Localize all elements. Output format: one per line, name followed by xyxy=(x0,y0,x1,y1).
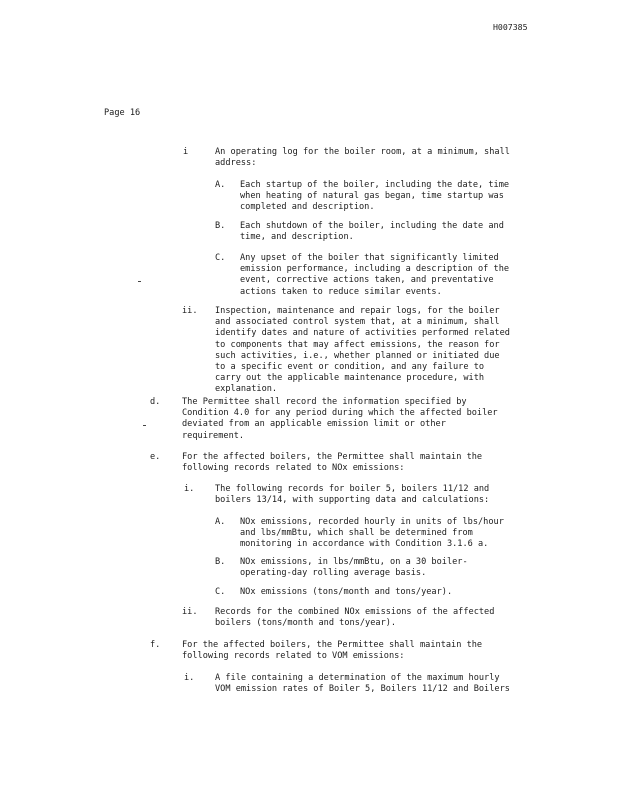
text-line: explanation. xyxy=(215,384,278,395)
item-text xyxy=(240,587,452,598)
text-line: and associated control system that, at a minimum, shall xyxy=(215,317,500,328)
text-line: deviated from an applicable emission limit or other xyxy=(182,419,446,430)
text-line: boilers (tons/month and tons/year). xyxy=(215,618,397,629)
text-line: monitoring in accordance with Condition 3.1.6 a. xyxy=(240,539,489,550)
text-line: following records related to NOx emissions: xyxy=(182,463,405,474)
item-text xyxy=(182,640,482,662)
item-label: f. xyxy=(150,640,161,650)
item-label: e. xyxy=(150,452,161,462)
text-line: Each startup of the boiler, including the date, time xyxy=(240,180,510,190)
text-line: Condition 4.0 for any period during which the affected boiler xyxy=(182,408,498,419)
item-text xyxy=(240,517,504,551)
text-line: NOx emissions (tons/month and tons/year). xyxy=(240,587,453,597)
text-line: time, and description. xyxy=(240,232,354,243)
text-line: identify dates and nature of activities performed related xyxy=(215,328,510,339)
item-label: i. xyxy=(184,484,195,494)
text-line: emission performance, including a description of the xyxy=(240,264,510,275)
text-line: and lbs/mmBtu, which shall be determined from xyxy=(240,528,473,539)
item-text xyxy=(182,452,482,474)
page-label: Page 16 xyxy=(104,108,141,118)
text-line: An operating log for the boiler room, at a minimum, shall xyxy=(215,147,510,157)
item-text xyxy=(215,147,510,169)
item-label: i xyxy=(183,147,189,157)
text-line: boilers 13/14, with supporting data and calculations: xyxy=(215,495,490,506)
text-line: Any upset of the boiler that significantly limited xyxy=(240,253,499,263)
item-text xyxy=(215,306,510,396)
text-line: For the affected boilers, the Permittee shall maintain the xyxy=(182,452,483,462)
item-text xyxy=(215,673,510,695)
scan-mark xyxy=(138,281,141,282)
item-label: ii. xyxy=(182,607,198,617)
text-line: The following records for boiler 5, boilers 11/12 and xyxy=(215,484,490,494)
item-text xyxy=(215,484,489,506)
item-label: A. xyxy=(215,180,226,190)
item-label: C. xyxy=(215,587,226,597)
text-line: to a specific event or condition, and any failure to xyxy=(215,362,485,373)
item-text xyxy=(240,180,509,214)
item-text xyxy=(215,607,494,629)
text-line: Each shutdown of the boiler, including the date and xyxy=(240,221,504,231)
item-label: B. xyxy=(215,557,226,567)
item-label: A. xyxy=(215,517,226,527)
text-line: such activities, i.e., whether planned or initiated due xyxy=(215,350,500,361)
item-text xyxy=(240,221,504,243)
text-line: NOx emissions, recorded hourly in units of lbs/hour xyxy=(240,517,504,527)
text-line: Inspection, maintenance and repair logs, for the boiler xyxy=(215,306,500,316)
text-line: Records for the combined NOx emissions of the affected xyxy=(215,607,495,617)
text-line: following records related to VOM emissions: xyxy=(182,651,405,662)
item-text xyxy=(240,253,509,298)
item-label: ii. xyxy=(182,306,198,316)
scan-mark xyxy=(143,425,146,426)
text-line: to components that may affect emissions, the reason for xyxy=(215,339,500,350)
text-line: when heating of natural gas began, time startup was xyxy=(240,191,504,202)
item-label: B. xyxy=(215,221,226,231)
text-line: VOM emission rates of Boiler 5, Boilers 11/12 and Boilers xyxy=(215,684,510,695)
text-line: The Permittee shall record the information specified by xyxy=(182,397,467,407)
text-line: carry out the applicable maintenance procedure, with xyxy=(215,373,485,384)
text-line: event, corrective actions taken, and preventative xyxy=(240,275,494,286)
item-text xyxy=(240,557,468,579)
text-line: For the affected boilers, the Permittee shall maintain the xyxy=(182,640,483,650)
text-line: NOx emissions, in lbs/mmBtu, on a 30 boiler- xyxy=(240,557,468,567)
item-label: i. xyxy=(184,673,195,683)
text-line: A file containing a determination of the maximum hourly xyxy=(215,673,500,683)
text-line: address: xyxy=(215,158,257,169)
text-line: operating-day rolling average basis. xyxy=(240,568,427,579)
document-id: H007385 xyxy=(493,22,528,32)
text-line: actions taken to reduce similar events. xyxy=(240,286,442,297)
item-text xyxy=(182,397,498,442)
text-line: requirement. xyxy=(182,430,245,441)
item-label: d. xyxy=(150,397,161,407)
text-line: completed and description. xyxy=(240,202,375,213)
item-label: C. xyxy=(215,253,226,263)
